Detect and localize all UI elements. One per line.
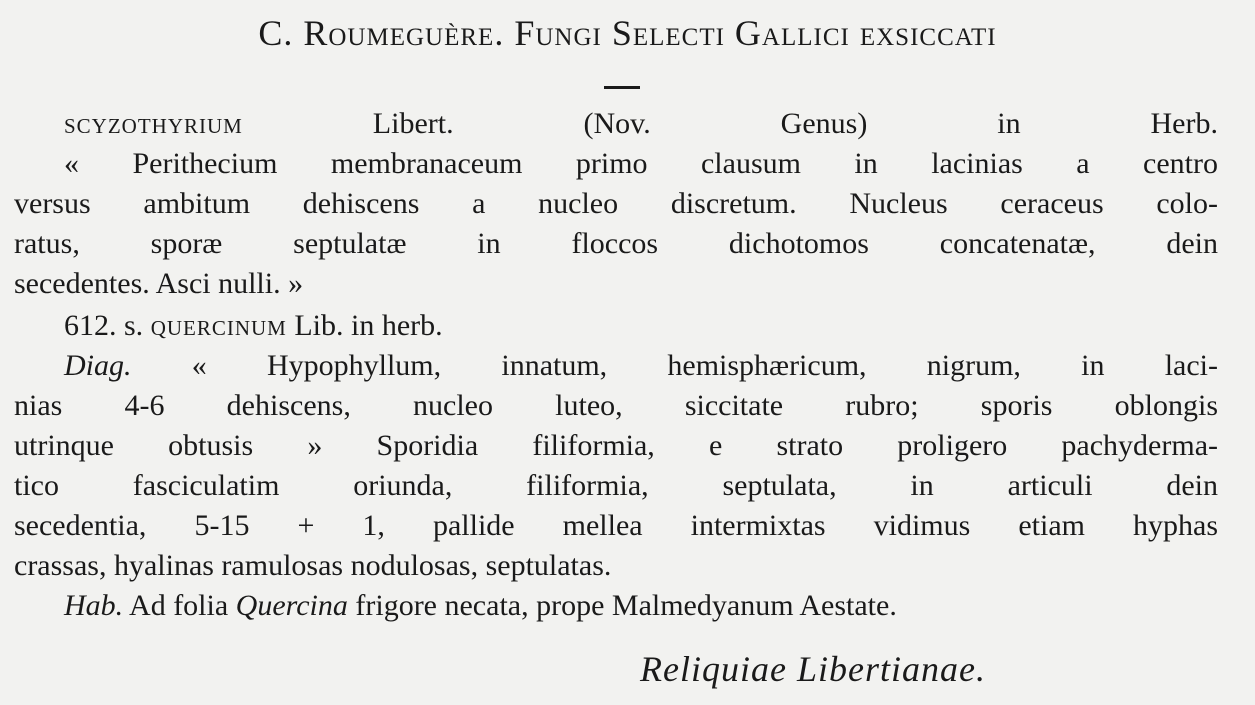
diagnosis-line-6: crassas, hyalinas ramulosas nodulosas, septulatas. <box>14 549 612 582</box>
diagnosis-line-2: nias 4-6 dehiscens, nucleo luteo, siccitate rubro; sporis oblongis <box>14 389 1218 422</box>
habitat-label: Hab. <box>64 589 124 622</box>
species-name: quercinum <box>150 309 287 342</box>
description-line-1: « Perithecium membranaceum primo clausum in lacinias a centro <box>64 147 1218 180</box>
collection-title: C. Roumeguère. Fungi Selecti Gallici exsiccati <box>258 13 997 53</box>
diagnosis-line-1 <box>64 346 1218 386</box>
species-line <box>64 306 1218 346</box>
genus-name: scyzothyrium <box>64 107 243 140</box>
diagnosis-label: Diag. <box>64 349 132 382</box>
habitat-after: frigore necata, prope Malmedyanum Aestate. <box>355 589 897 622</box>
title-divider <box>604 86 640 89</box>
diagnosis-line-5: secedentia, 5-15 + 1, pallide mellea intermixtas vidimus etiam hyphas <box>14 509 1218 542</box>
description-line-2: versus ambitum dehiscens a nucleo discretum. Nucleus ceraceus colo- <box>14 187 1218 220</box>
description-line-4: secedentes. Asci nulli. » <box>14 267 304 300</box>
specimen-number: 612. <box>64 309 117 342</box>
habitat-host: Quercina <box>235 589 348 622</box>
species-authority: Lib. in herb. <box>294 309 443 342</box>
genus-line <box>64 104 1218 144</box>
habitat-before: Ad folia <box>129 589 229 622</box>
collection-signature: Reliquiae Libertianae. <box>640 649 986 689</box>
genus-authority: Libert. (Nov. Genus) in Herb. <box>372 107 1218 140</box>
habitat-line <box>64 586 1218 626</box>
species-abbr: s. <box>124 309 144 342</box>
diagnosis-first: « Hypophyllum, innatum, hemisphæricum, nigrum, in laci- <box>191 349 1219 382</box>
diagnosis-line-4: tico fasciculatim oriunda, filiformia, septulata, in articuli dein <box>14 469 1218 502</box>
description-line-3: ratus, sporæ septulatæ in floccos dichotomos concatenatæ, dein <box>14 227 1218 260</box>
diagnosis-line-3: utrinque obtusis » Sporidia filiformia, e strato proligero pachyderma- <box>14 429 1218 462</box>
